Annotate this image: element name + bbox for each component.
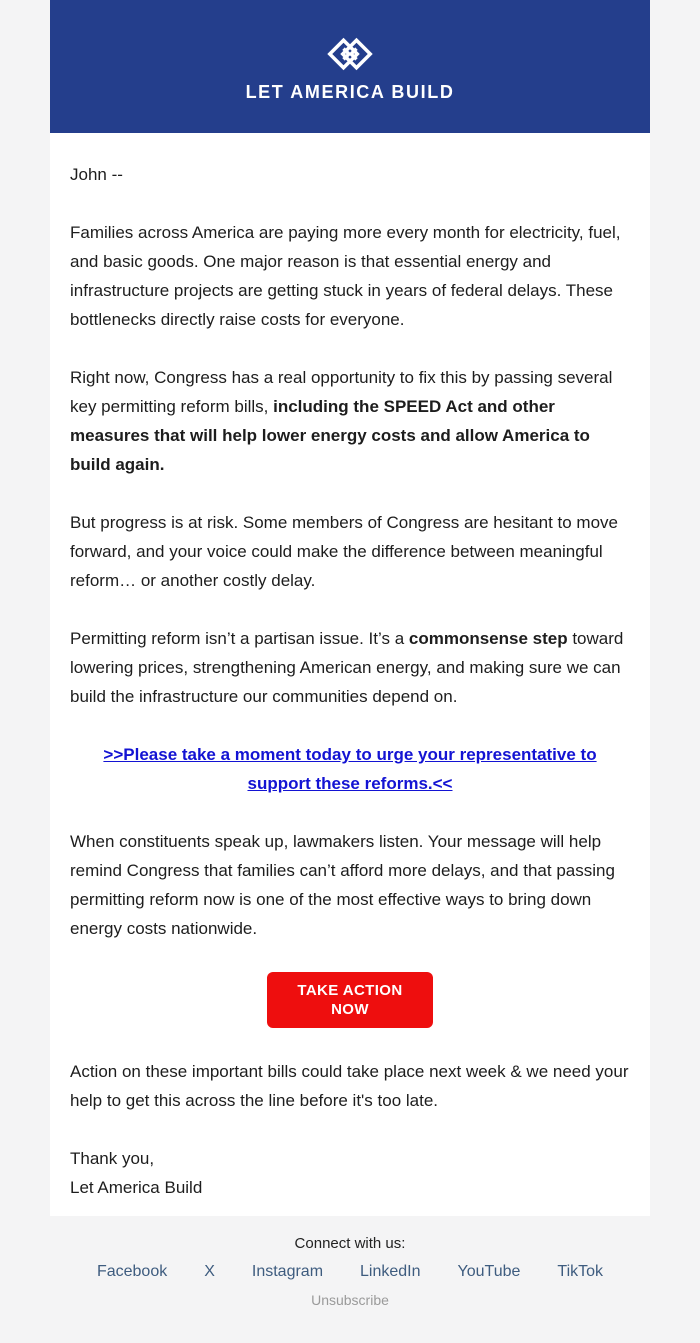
social-link-facebook[interactable]: Facebook bbox=[96, 1263, 168, 1280]
signoff-thanks: Thank you, bbox=[70, 1149, 155, 1168]
interlocked-diamonds-logo-icon bbox=[323, 30, 377, 78]
paragraph-progress-risk: But progress is at risk. Some members of Congress are hesitant to move forward, and your voice could make the difference between meaningful reform… or another costly delay. bbox=[70, 513, 619, 590]
urge-representative-link[interactable]: >>Please take a moment today to urge your representative to support these reforms.<< bbox=[103, 745, 597, 793]
paragraph-congress-text: Right now, Congress has a real opportunity to fix this by passing several key permitting reform bills, bbox=[70, 368, 613, 416]
signoff-sender: Let America Build bbox=[70, 1178, 203, 1197]
take-action-now-button[interactable] bbox=[267, 972, 432, 1028]
social-link-tiktok[interactable]: TikTok bbox=[557, 1263, 604, 1280]
brand-name: LET AMERICA BUILD bbox=[245, 82, 455, 102]
action-button-row bbox=[70, 972, 630, 1028]
paragraph-families: Families across America are paying more every month for electricity, fuel, and basic goods. One major reason is that essential energy and infrastructure projects are getting stuck in years of federal delays. These bottlenecks directly raise costs for everyone. bbox=[70, 223, 621, 329]
paragraph-congress bbox=[70, 363, 630, 479]
paragraph-next-week: Action on these important bills could take place next week & we need your help to get this across the line before it's too late. bbox=[70, 1062, 629, 1110]
social-link-x[interactable]: X bbox=[204, 1263, 215, 1280]
take-action-button-line1: TAKE ACTION bbox=[297, 982, 403, 999]
unsubscribe-link[interactable]: Unsubscribe bbox=[311, 1292, 389, 1308]
paragraph-partisan-text-after: toward lowering prices, strengthening American energy, and making sure we can build the infrastructure our communities depend on. bbox=[70, 629, 624, 706]
social-link-youtube[interactable]: YouTube bbox=[457, 1263, 521, 1280]
paragraph-constituents: When constituents speak up, lawmakers listen. Your message will help remind Congress that families can’t afford more delays, and that passing permitting reform now is one of the most effective ways to bring down energy costs nationwide. bbox=[70, 832, 615, 938]
signoff bbox=[70, 1144, 630, 1202]
email-header-banner bbox=[50, 0, 650, 133]
email-card bbox=[50, 0, 650, 1216]
paragraph-partisan-text: Permitting reform isn’t a partisan issue. It’s a bbox=[70, 629, 409, 648]
connect-with-us-label: Connect with us: bbox=[294, 1235, 406, 1252]
email-footer bbox=[0, 1216, 700, 1310]
speed-act-emphasis: including the SPEED Act and other measures that will help lower energy costs and allow America to build again. bbox=[70, 397, 590, 474]
unsubscribe-row bbox=[0, 1292, 700, 1310]
greeting: John -- bbox=[70, 165, 123, 184]
commonsense-emphasis: commonsense step bbox=[408, 629, 568, 648]
email-body bbox=[50, 133, 650, 1216]
cta-link-row bbox=[70, 740, 630, 798]
paragraph-partisan bbox=[70, 624, 630, 711]
social-links-row bbox=[0, 1263, 700, 1281]
take-action-button-line2: NOW bbox=[331, 1001, 369, 1018]
social-link-linkedin[interactable]: LinkedIn bbox=[360, 1263, 421, 1280]
social-link-instagram[interactable]: Instagram bbox=[251, 1263, 324, 1280]
